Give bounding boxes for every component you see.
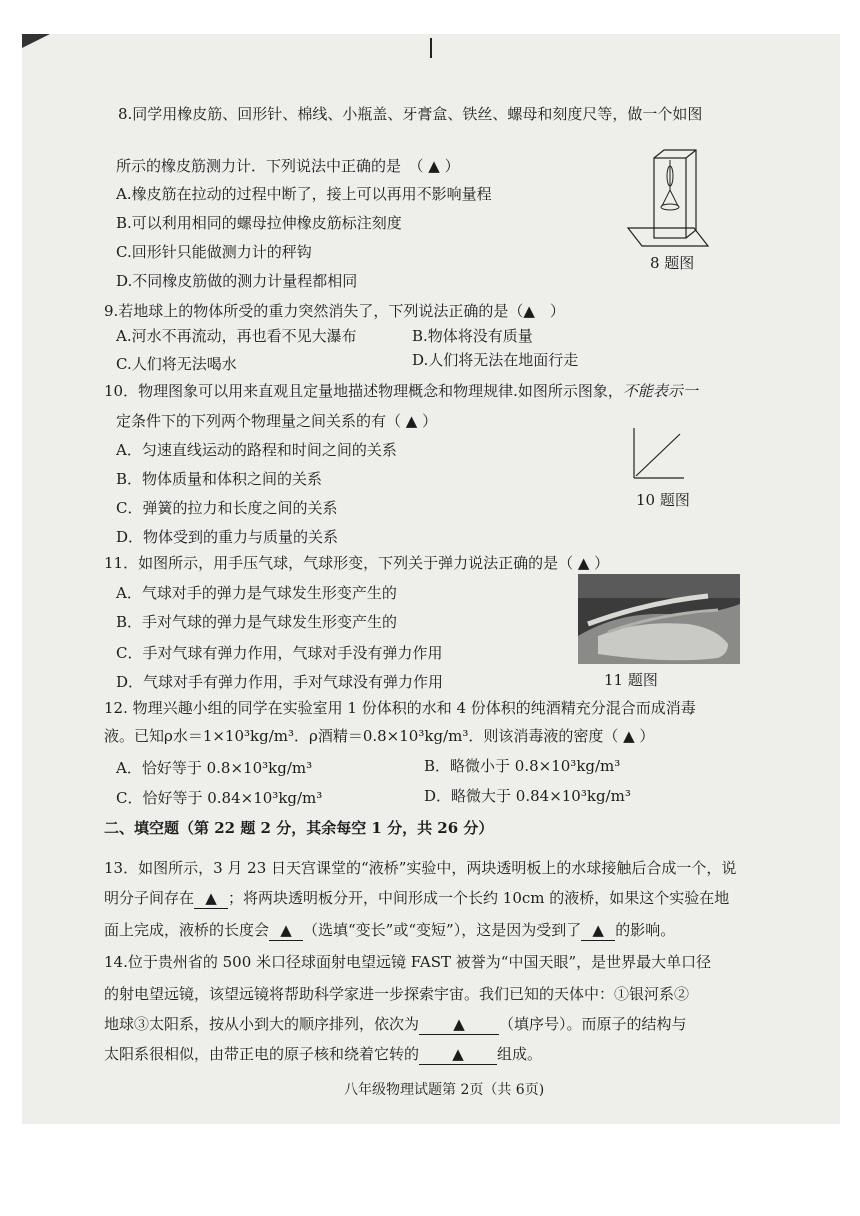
- q10-option-a: A．匀速直线运动的路程和时间之间的关系: [116, 441, 397, 459]
- q8-option-d: D.不同橡皮筋做的测力计量程都相同: [116, 272, 358, 290]
- q14-line4: 太阳系很相似，由带正电的原子核和绕着它转的 ▲ 组成。: [104, 1045, 543, 1063]
- q10-stem-emphasis: 不能表示一: [622, 382, 698, 400]
- q14-line1: 14.位于贵州省的 500 米口径球面射电望远镜 FAST 被誉为“中国天眼”，是世界最大单口径: [104, 953, 712, 971]
- q12-stem-line1: 12. 物理兴趣小组的同学在实验室用 1 份体积的水和 4 份体积的纯酒精充分混合而成消毒: [104, 699, 696, 717]
- scan-corner-shadow: [22, 34, 50, 48]
- q11-option-d: D．气球对手有弹力作用，手对气球没有弹力作用: [116, 673, 444, 691]
- q9-stem: 9.若地球上的物体所受的重力突然消失了，下列说法正确的是（▲ ）: [104, 302, 565, 320]
- section2-heading: 二、填空题（第 22 题 2 分，其余每空 1 分，共 26 分）: [104, 819, 494, 837]
- q12-option-c: C．恰好等于 0.84×10³kg/m³: [116, 789, 323, 807]
- q14-blank-2[interactable]: ▲: [419, 1044, 497, 1065]
- rubber-band-dynamometer-figure: [624, 146, 714, 252]
- q14-line2: 的射电望远镜，该望远镜将帮助科学家进一步探索宇宙。我们已知的天体中：①银河系②: [104, 985, 690, 1003]
- linear-graph-figure: [630, 426, 686, 482]
- q10-option-c: C．弹簧的拉力和长度之间的关系: [116, 499, 338, 517]
- q12-option-d: D．略微大于 0.84×10³kg/m³: [424, 787, 631, 805]
- q8-figure-caption: 8 题图: [650, 254, 695, 272]
- q10-stem-line2: 定条件下的下列两个物理量之间关系的有（ ▲ ）: [116, 412, 438, 430]
- q13-line3: 面上完成，液桥的长度会 ▲ （选填“变长”或“变短”），这是因为受到了 ▲ 的影响。: [104, 921, 676, 939]
- scan-mark: [430, 38, 432, 58]
- q11-figure-caption: 11 题图: [604, 671, 658, 689]
- q12-stem-line2: 液。已知ρ水＝1×10³kg/m³．ρ酒精＝0.8×10³kg/m³．则该消毒液的密度（ ▲ ）: [104, 727, 655, 745]
- q13-blank-1[interactable]: ▲: [194, 888, 228, 909]
- q13-line1: 13．如图所示，3 月 23 日天宫课堂的“液桥”实验中，两块透明板上的水球接触后合成一个，说: [104, 859, 737, 877]
- q9-option-a: A.河水不再流动，再也看不见大瀑布: [116, 327, 357, 345]
- q14-blank-1[interactable]: ▲: [419, 1014, 499, 1035]
- q10-option-d: D．物体受到的重力与质量的关系: [116, 528, 339, 546]
- q10-option-b: B．物体质量和体积之间的关系: [116, 470, 323, 488]
- page-footer: 八年级物理试题第 2页（共 6页): [344, 1082, 545, 1098]
- q9-option-c: C.人们将无法喝水: [116, 355, 237, 373]
- q10-stem-text: 10．物理图象可以用来直观且定量地描述物理概念和物理规律.如图所示图象，: [104, 382, 623, 400]
- q11-option-a: A．气球对手的弹力是气球发生形变产生的: [116, 584, 397, 602]
- q10-figure-caption: 10 题图: [636, 491, 690, 509]
- hand-pressing-balloon-photo: [578, 574, 740, 664]
- q11-option-b: B．手对气球的弹力是气球发生形变产生的: [116, 613, 398, 631]
- q11-option-c: C．手对气球有弹力作用，气球对手没有弹力作用: [116, 644, 443, 662]
- q10-stem-line1: [104, 381, 698, 401]
- q8-stem-line1: 8.同学用橡皮筋、回形针、棉线、小瓶盖、牙膏盒、铁丝、螺母和刻度尺等，做一个如图: [118, 105, 703, 123]
- q12-option-b: B．略微小于 0.8×10³kg/m³: [424, 757, 621, 775]
- q8-option-c: C.回形针只能做测力计的秤钩: [116, 243, 312, 261]
- q13-blank-3[interactable]: ▲: [581, 920, 615, 941]
- q8-option-b: B.可以利用相同的螺母拉伸橡皮筋标注刻度: [116, 214, 402, 232]
- q9-option-b: B.物体将没有质量: [412, 327, 533, 345]
- q13-blank-2[interactable]: ▲: [269, 920, 303, 941]
- q11-stem: 11．如图所示，用手压气球，气球形变，下列关于弹力说法正确的是（ ▲ ）: [104, 554, 610, 572]
- q9-option-d: D.人们将无法在地面行走: [412, 351, 579, 369]
- q8-option-a: A.橡皮筋在拉动的过程中断了，接上可以再用不影响量程: [116, 185, 492, 203]
- q13-line2: 明分子间存在 ▲ ；将两块透明板分开，中间形成一个长约 10cm 的液桥，如果这个实验在地: [104, 889, 730, 907]
- q8-stem-line2: 所示的橡皮筋测力计．下列说法中正确的是 （ ▲ ）: [116, 157, 460, 175]
- q14-line3: 地球③太阳系，按从小到大的顺序排列，依次为 ▲ （填序号）。而原子的结构与: [104, 1015, 687, 1033]
- q12-option-a: A．恰好等于 0.8×10³kg/m³: [116, 759, 313, 777]
